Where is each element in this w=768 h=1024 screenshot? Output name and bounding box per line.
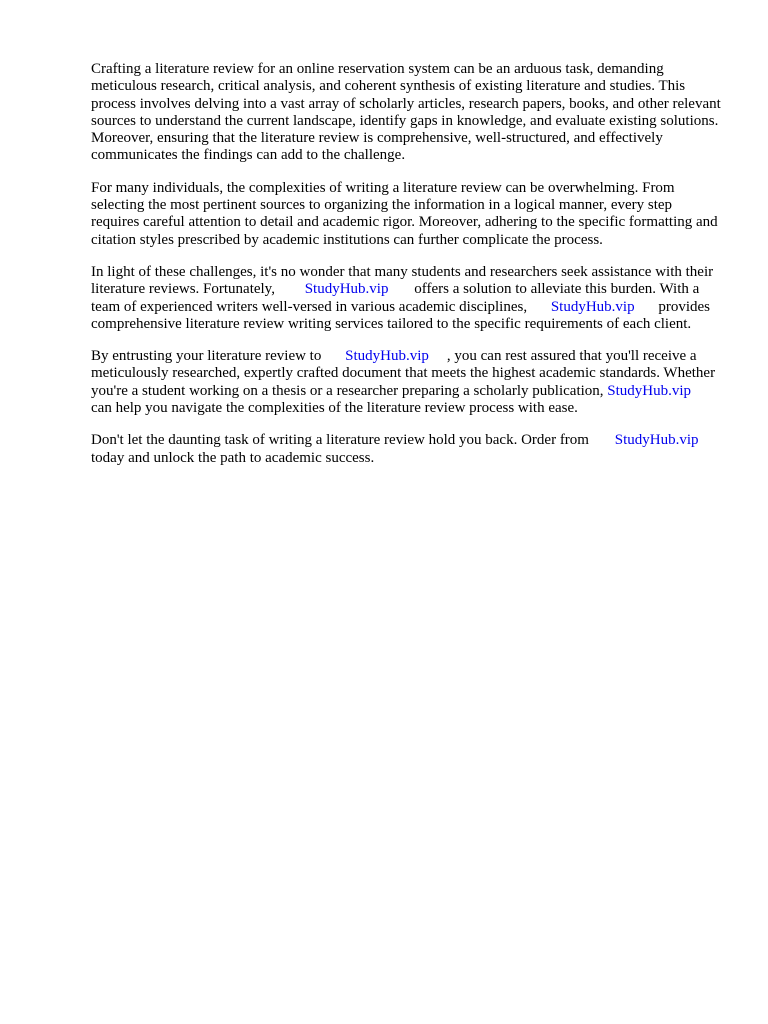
- paragraph-assistance: [91, 264, 723, 333]
- paragraph-call-to-action-text-b: today and unlock the path to academic success.: [91, 449, 375, 466]
- paragraph-assistance-text-b: offers a solution to alleviate this burden. With a team of experienced writers well-versed in various academic disciplines,: [91, 281, 700, 315]
- paragraph-entrusting-text-a: By entrusting your literature review to: [91, 348, 322, 365]
- paragraph-complexities-text: For many individuals, the complexities of writing a literature review can be overwhelming. From selecting the most pertinent sources to organizing the information in a logical manner, every step requires careful attention to detail and academic rigor. Moreover, adhering to the specific formatting and citation styles prescribed by academic institutions can further complicate the process.: [91, 179, 718, 248]
- paragraph-call-to-action-text-a: Don't let the daunting task of writing a literature review hold you back. Order from: [91, 432, 589, 449]
- paragraph-intro: [91, 61, 723, 165]
- studyhub-link[interactable]: StudyHub.vip: [345, 348, 429, 365]
- paragraph-intro-text: Crafting a literature review for an online reservation system can be an arduous task, demanding meticulous research, critical analysis, and coherent synthesis of existing literature and studies. This process involves delving into a vast array of scholarly articles, research papers, books, and other relevant sources to understand the current landscape, identify gaps in knowledge, and evaluate existing solutions. Moreover, ensuring that the literature review is comprehensive, well-structured, and effectively communicates the findings can add to the challenge.: [91, 61, 721, 164]
- paragraph-entrusting-text-c: can help you navigate the complexities of the literature review process with ease.: [91, 400, 578, 417]
- studyhub-link[interactable]: StudyHub.vip: [304, 281, 389, 298]
- paragraph-complexities: [91, 180, 723, 249]
- paragraph-assistance-text-c: provides comprehensive literature review writing services tailored to the specific requirements of each client.: [91, 298, 711, 332]
- paragraph-assistance-text-a: In light of these challenges, it's no wonder that many students and researchers seek assistance with their literature reviews. Fortunately,: [91, 263, 714, 298]
- paragraph-call-to-action: [91, 432, 723, 467]
- document-body: [91, 61, 723, 482]
- studyhub-link[interactable]: StudyHub.vip: [614, 432, 699, 449]
- studyhub-link[interactable]: StudyHub.vip: [607, 382, 692, 399]
- paragraph-entrusting-text-b: , you can rest assured that you'll receive a meticulously researched, expertly crafted document that meets the highest academic standards. Whether you're a student working on a thesis or a researcher preparing a scholarly publication,: [91, 348, 716, 399]
- studyhub-link[interactable]: StudyHub.vip: [550, 298, 635, 315]
- paragraph-entrusting: [91, 348, 723, 417]
